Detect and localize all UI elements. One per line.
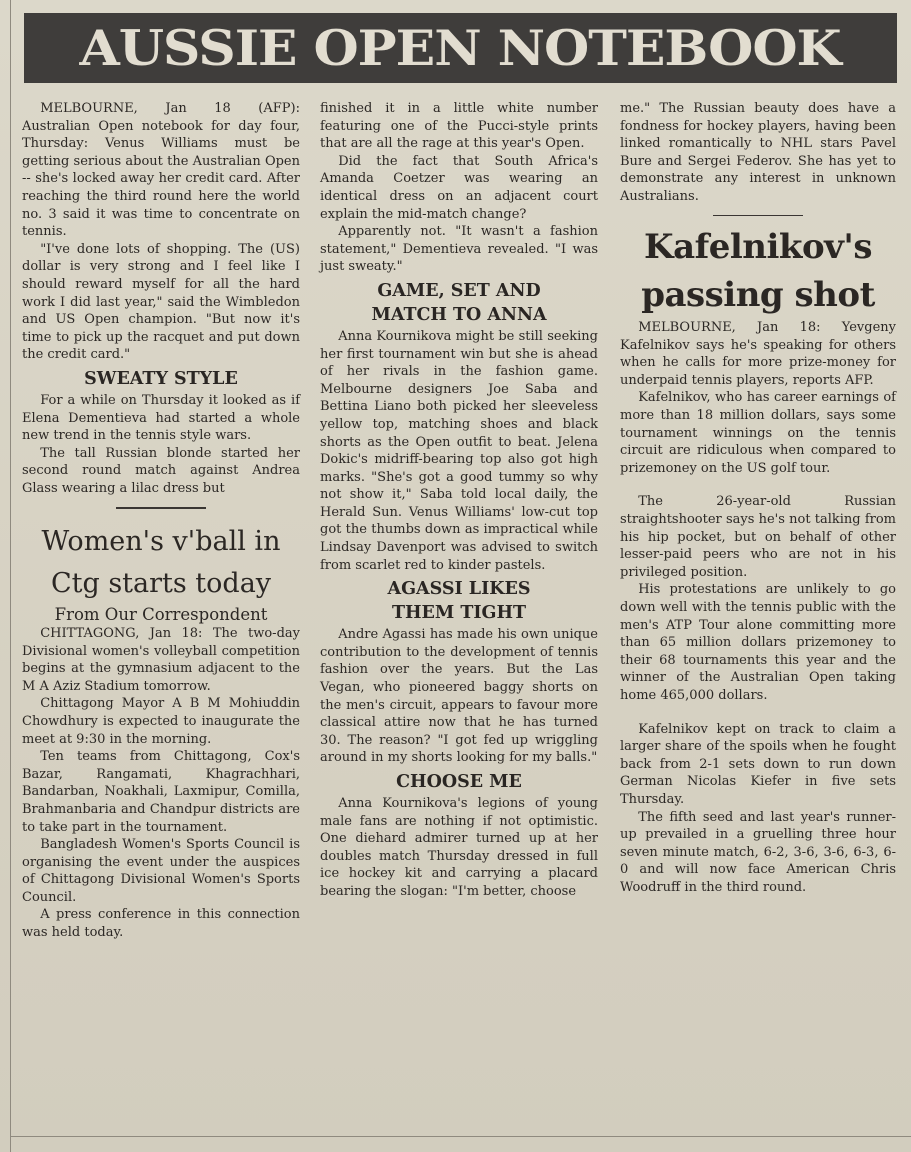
article-paragraph: MELBOURNE, Jan 18: Yevgeny Kafelnikov says he's speaking for others when he calls for more prize-money for underpaid tennis players, reports AFP. [620, 320, 896, 388]
article-divider [713, 215, 803, 217]
paragraph-gap [620, 477, 896, 493]
subhead-agassi-line-1: AGASSI LIKES [387, 579, 531, 600]
column-3 [620, 100, 896, 896]
subhead-game-set-line-1: GAME, SET AND [377, 280, 541, 301]
column-1 [22, 100, 300, 942]
article-paragraph: Anna Kournikova's legions of young male fans are nothing if not optimistic. One diehard admirer turned up at her doubles match Thursday dressed in full ice hockey kit and carrying a placard bearing the slogan: "I'm better, choose [320, 796, 598, 899]
article-paragraph: The tall Russian blonde started her second round match against Andrea Glass wearing a lilac dress but [22, 445, 300, 496]
left-column-rule [10, 0, 11, 1152]
article-paragraph: CHITTAGONG, Jan 18: The two-day Divisional women's volleyball competition begins at the gymnasium adjacent to the M A Aziz Stadium tomorrow. [22, 625, 300, 694]
column-2 [320, 100, 598, 901]
article-paragraph: Ten teams from Chittagong, Cox's Bazar, Rangamati, Khagrachhari, Bandarban, Noakhali, Laxmipur, Comilla, Brahmanbaria and Chandpur districts are to take part in the tournament. [22, 749, 300, 835]
byline: From Our Correspondent [54, 604, 268, 624]
subhead-sweaty-style: SWEATY STYLE [84, 368, 238, 389]
article-paragraph: A press conference in this connection was held today. [22, 907, 300, 941]
headline-kafelnikov-line-1: Kafelnikov's [644, 227, 872, 268]
paragraph-gap [620, 705, 896, 721]
article-paragraph: MELBOURNE, Jan 18 (AFP): Australian Open notebook for day four, Thursday: Venus Williams must be getting serious about the Australian Open -- she's locked away her credit card. After reaching the third round here the world no. 3 said it was time to concentrate on tennis. [22, 101, 300, 240]
headline-volleyball-line-2: Ctg starts today [50, 567, 272, 599]
article-paragraph: finished it in a little white number featuring one of the Pucci-style prints that are all the rage at this year's Open. [320, 101, 598, 152]
article-paragraph: The fifth seed and last year's runner-up prevailed in a gruelling three hour seven minute match, 6-2, 3-6, 3-6, 6-3, 6-0 and will now face American Chris Woodruff in the third round. [620, 809, 896, 895]
article-paragraph: For a while on Thursday it looked as if Elena Dementieva had started a whole new trend in the tennis style wars. [22, 392, 300, 444]
article-paragraph: Apparently not. "It wasn't a fashion statement," Dementieva revealed. "I was just sweaty." [320, 224, 598, 275]
subhead-game-set-line-2: MATCH TO ANNA [371, 304, 547, 325]
headline-volleyball-line-1: Women's v'ball in [41, 525, 281, 557]
article-paragraph: Kafelnikov, who has career earnings of more than 18 million dollars, says some tournament winnings on the tennis circuit are ridiculous when compared to prizemoney on the US golf tour. [620, 390, 896, 476]
article-paragraph: me." The Russian beauty does have a fondness for hockey players, having been linked romantically to NHL stars Pavel Bure and Sergei Federov. She has yet to demonstrate any interest in unknown Australians. [620, 101, 896, 204]
article-paragraph: Anna Kournikova might be still seeking her first tournament win but she is ahead of her rivals in the fashion game. Melbourne designers Joe Saba and Bettina Liano both picked her sleeveless yellow top, matching shoes and black shorts as the Open outfit to beat. Jelena Dokic's midriff-bearing top also got high marks. "She's got a good tummy so why not show it," Saba told local daily, the Herald Sun. Venus Williams' low-cut top got the thumbs down as impractical while Lindsay Davenport was advised to switch from scarlet red to kinder pastels. [320, 328, 598, 573]
article-paragraph: Did the fact that South Africa's Amanda Coetzer was wearing an identical dress on an adjacent court explain the mid-match change? [320, 153, 598, 222]
bottom-rule [10, 1136, 911, 1137]
article-paragraph: The 26-year-old Russian straightshooter says he's not talking from his hip pocket, but on behalf of other lesser-paid peers who are not in his privileged position. [620, 494, 896, 580]
article-paragraph: His protestations are unlikely to go down well with the tennis public with the men's ATP Tour alone committing more than 65 million dollars prizemoney to their 68 tournaments this year and the winner of the Australian Open taking home 465,000 dollars. [620, 582, 896, 703]
section-banner [24, 13, 897, 83]
article-paragraph: Kafelnikov kept on track to claim a larger share of the spoils when he fought back from 2-1 sets down to run down German Nicolas Kiefer in five sets Thursday. [620, 721, 896, 807]
article-divider [116, 507, 206, 509]
article-paragraph: "I've done lots of shopping. The (US) dollar is very strong and I feel like I should reward myself for all the hard work I did last year," said the Wimbledon and US Open champion. "But now it's time to pick up the racquet and put down the credit card." [22, 241, 300, 363]
banner-title: AUSSIE OPEN NOTEBOOK [79, 18, 842, 77]
headline-kafelnikov-line-2: passing shot [641, 275, 875, 316]
subhead-choose-me: CHOOSE ME [396, 772, 522, 792]
article-paragraph: Bangladesh Women's Sports Council is organising the event under the auspices of Chittagong Divisional Women's Sports Council. [22, 837, 300, 905]
subhead-agassi-line-2: THEM TIGHT [391, 603, 527, 624]
article-paragraph: Chittagong Mayor A B M Mohiuddin Chowdhury is expected to inaugurate the meet at 9:30 in the morning. [22, 696, 300, 747]
article-paragraph: Andre Agassi has made his own unique contribution to the development of tennis fashion over the years. But the Las Vegan, who pioneered baggy shorts on the men's circuit, appears to favour more classical attire now that he has turned 30. The reason? "I got fed up wriggling around in my shorts looking for my balls." [320, 627, 598, 766]
